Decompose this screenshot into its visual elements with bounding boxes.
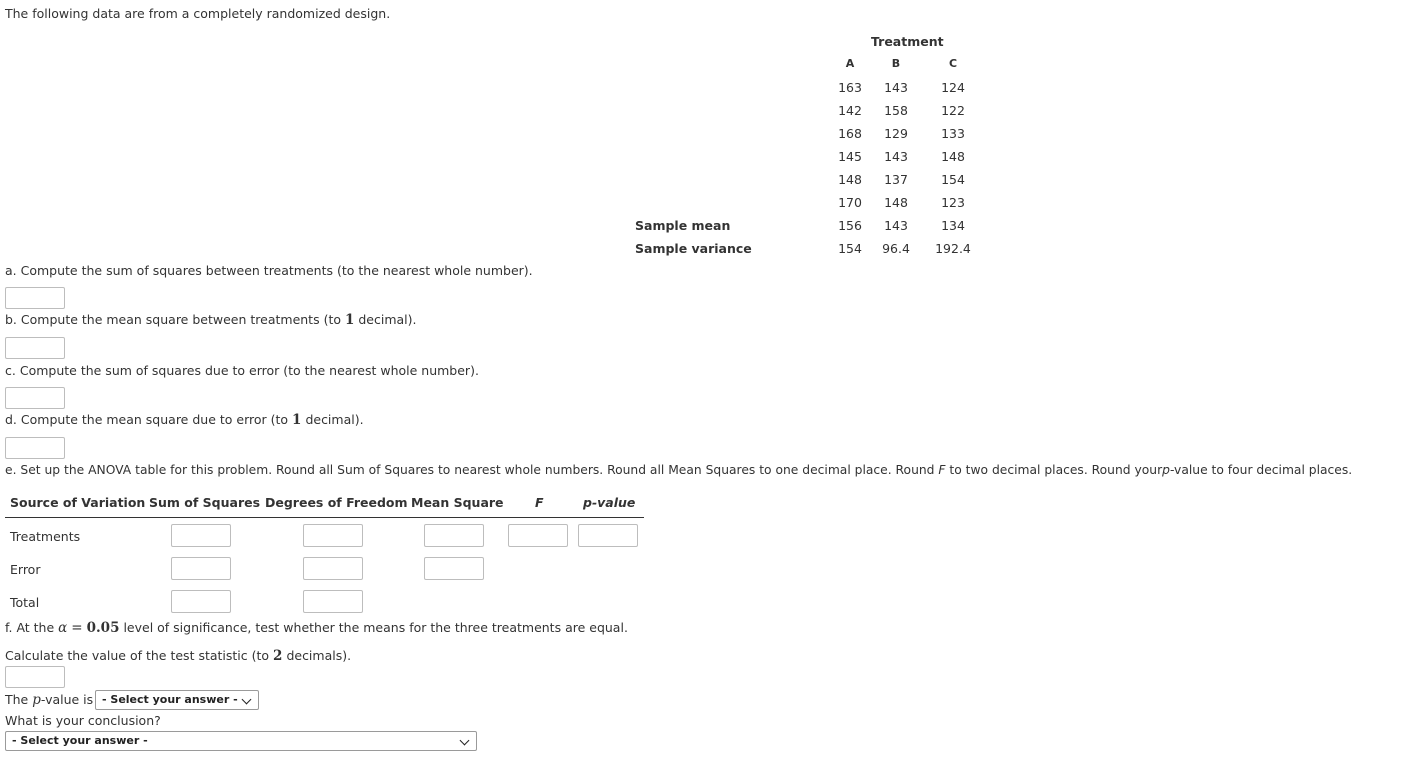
anova-row-total-label: Total bbox=[10, 595, 40, 610]
cell-c-4: 148 bbox=[941, 149, 965, 164]
question-e-text-2: to two decimal places. Round your bbox=[949, 463, 1163, 477]
cell-b-4: 143 bbox=[884, 149, 908, 164]
answer-d-input[interactable] bbox=[5, 437, 65, 459]
question-a-text: Compute the sum of squares between treatments (to the nearest whole number). bbox=[20, 263, 533, 278]
anova-header-ms: Mean Square bbox=[411, 495, 504, 510]
question-f-letter: f. bbox=[5, 620, 13, 635]
variance-c: 192.4 bbox=[935, 241, 971, 256]
cell-a-2: 142 bbox=[838, 103, 862, 118]
question-a bbox=[5, 263, 533, 278]
question-d bbox=[5, 412, 364, 428]
answer-a-input[interactable] bbox=[5, 287, 65, 309]
treatments-df-input[interactable] bbox=[303, 524, 363, 547]
pvalue-text-1: The bbox=[5, 692, 29, 707]
treatments-f-input[interactable] bbox=[508, 524, 568, 547]
cell-b-1: 143 bbox=[884, 80, 908, 95]
variance-a: 154 bbox=[838, 241, 862, 256]
question-b-decimals: 1 bbox=[344, 312, 355, 328]
problem-intro: The following data are from a completely randomized design. bbox=[5, 6, 391, 21]
question-b-text-end: decimal). bbox=[358, 312, 417, 327]
cell-c-1: 124 bbox=[941, 80, 965, 95]
anova-header-divider bbox=[5, 517, 644, 518]
col-header-c: C bbox=[948, 57, 958, 70]
question-f-alpha-value: 0.05 bbox=[86, 620, 120, 636]
answer-c-input[interactable] bbox=[5, 387, 65, 409]
question-e-text-3: -value to four decimal places. bbox=[1169, 463, 1353, 477]
question-e bbox=[5, 463, 1352, 477]
anova-header-f: F bbox=[535, 495, 544, 510]
test-statistic-prompt bbox=[5, 648, 351, 664]
cell-c-6: 123 bbox=[941, 195, 965, 210]
col-header-a: A bbox=[845, 57, 855, 70]
error-ss-input[interactable] bbox=[171, 557, 231, 580]
question-b-text: Compute the mean square between treatments (to bbox=[20, 312, 341, 327]
cell-b-5: 137 bbox=[884, 172, 908, 187]
cell-a-4: 145 bbox=[838, 149, 862, 164]
cell-b-3: 129 bbox=[884, 126, 908, 141]
question-e-text-1: Set up the ANOVA table for this problem. Round all Sum of Squares to nearest whole numbers. Round all Mean Squares to one decimal place. Round bbox=[20, 463, 935, 477]
cell-c-2: 122 bbox=[941, 103, 965, 118]
pvalue-prompt bbox=[5, 692, 93, 708]
sample-mean-label: Sample mean bbox=[635, 218, 731, 233]
cell-c-5: 154 bbox=[941, 172, 965, 187]
mean-b: 143 bbox=[884, 218, 908, 233]
variance-b: 96.4 bbox=[882, 241, 910, 256]
cell-a-3: 168 bbox=[838, 126, 862, 141]
question-f-equals: = bbox=[71, 620, 83, 636]
mean-a: 156 bbox=[838, 218, 862, 233]
cell-b-6: 148 bbox=[884, 195, 908, 210]
treatments-ss-input[interactable] bbox=[171, 524, 231, 547]
cell-a-1: 163 bbox=[838, 80, 862, 95]
question-d-text-end: decimal). bbox=[305, 412, 364, 427]
anova-row-error-label: Error bbox=[10, 562, 41, 577]
question-d-decimals: 1 bbox=[292, 412, 302, 428]
question-c-text: Compute the sum of squares due to error (to the nearest whole number). bbox=[19, 363, 479, 378]
anova-header-ss: Sum of Squares bbox=[149, 495, 261, 510]
conclusion-select-value: - Select your answer - bbox=[12, 734, 148, 747]
question-f-text-1: At the bbox=[16, 620, 55, 635]
anova-row-treatments-label: Treatments bbox=[10, 529, 81, 544]
conclusion-select[interactable] bbox=[5, 731, 477, 751]
anova-header-pvalue: p-value bbox=[583, 495, 636, 510]
question-c-letter: c. bbox=[5, 363, 16, 378]
question-f bbox=[5, 620, 628, 636]
cell-c-3: 133 bbox=[941, 126, 965, 141]
error-ms-input[interactable] bbox=[424, 557, 484, 580]
chevron-down-icon bbox=[460, 736, 470, 746]
pvalue-p-symbol: p bbox=[32, 692, 41, 708]
conclusion-label: What is your conclusion? bbox=[5, 713, 161, 728]
cell-b-2: 158 bbox=[884, 103, 908, 118]
question-d-text: Compute the mean square due to error (to bbox=[20, 412, 289, 427]
question-c bbox=[5, 363, 479, 378]
sample-variance-label: Sample variance bbox=[635, 241, 752, 256]
test-statistic-decimals: 2 bbox=[273, 648, 283, 664]
anova-header-df: Degrees of Freedom bbox=[265, 495, 408, 510]
question-b bbox=[5, 312, 417, 328]
question-b-letter: b. bbox=[5, 312, 17, 327]
test-statistic-text-end: decimals). bbox=[286, 648, 352, 663]
chevron-down-icon bbox=[242, 695, 252, 705]
question-d-letter: d. bbox=[5, 412, 17, 427]
pvalue-select-value: - Select your answer - bbox=[102, 693, 238, 706]
pvalue-select[interactable] bbox=[95, 690, 259, 710]
answer-b-input[interactable] bbox=[5, 337, 65, 359]
error-df-input[interactable] bbox=[303, 557, 363, 580]
question-f-text-2: level of significance, test whether the means for the three treatments are equal. bbox=[123, 620, 628, 635]
cell-a-5: 148 bbox=[838, 172, 862, 187]
total-df-input[interactable] bbox=[303, 590, 363, 613]
cell-a-6: 170 bbox=[838, 195, 862, 210]
pvalue-text-2: -value is bbox=[40, 692, 94, 707]
question-e-f-symbol: F bbox=[938, 463, 946, 477]
question-e-p-symbol: p bbox=[1162, 463, 1170, 477]
question-f-alpha: α bbox=[58, 620, 68, 636]
col-header-b: B bbox=[891, 57, 901, 70]
question-a-letter: a. bbox=[5, 263, 17, 278]
treatments-ms-input[interactable] bbox=[424, 524, 484, 547]
treatment-title: Treatment bbox=[871, 34, 944, 49]
mean-c: 134 bbox=[941, 218, 965, 233]
test-statistic-text: Calculate the value of the test statistic (to bbox=[5, 648, 270, 663]
total-ss-input[interactable] bbox=[171, 590, 231, 613]
question-e-letter: e. bbox=[5, 463, 17, 477]
test-statistic-input[interactable] bbox=[5, 666, 65, 688]
anova-header-source: Source of Variation bbox=[10, 495, 146, 510]
treatments-pvalue-input[interactable] bbox=[578, 524, 638, 547]
